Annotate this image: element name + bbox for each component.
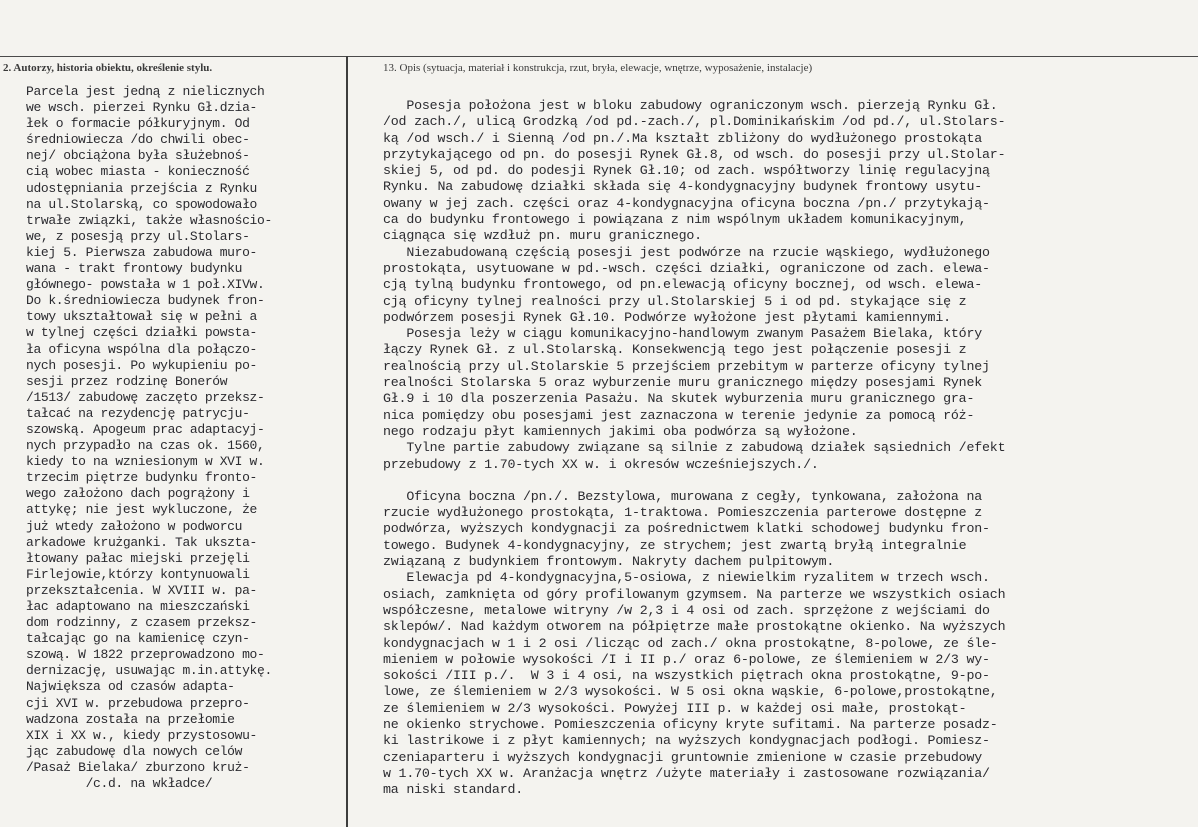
history-text-line: cji XVI w. przebudowa przepro- [26,695,250,711]
history-text-line: nych przypadło na czas ok. 1560, [26,438,265,454]
description-text-line: /od zach./, ulicą Grodzką /od pd.-zach./, pl.Dominikańskim /od pd./, ul.Stolars- [383,114,1006,130]
history-text-line: trwałe związki, także własnościo- [26,212,272,228]
history-text-line: nej/ obciążona była służebnoś- [26,148,250,164]
history-text-line: łek o formacie półkuryjnym. Od [26,116,250,132]
description-text-line: ciągnąca się wzdłuż pn. muru granicznego. [383,228,702,244]
description-text-line: przebudowy z 1.70-tych XX w. i okresów wcześniejszych./. [383,456,819,472]
description-text-line: cją oficyny tylnej realności przy ul.Stolarskiej 5 i od pd. stykające się z [383,293,967,309]
history-text-line: /c.d. na wkładce/ [26,776,213,792]
description-text-line: towego. Budynek 4-kondygnacyjny, ze strychem; jest zwartą bryłą integralnie [383,537,967,553]
history-heading: 2. Autorzy, historia obiektu, określenie stylu. [3,62,213,74]
history-text-line: tałcać na rezydencję patrycju- [26,405,250,421]
history-text-line: łac adaptowano na mieszczański [26,599,250,614]
description-text-line: Niezabudowaną częścią posesji jest podwórze na rzucie wąskiego, wydłużonego [383,244,990,260]
description-text-line: mieniem w połowie wysokości /I i II p./ oraz 6-polowe, ze ślemieniem w 2/3 wy- [383,651,990,667]
history-text-line: w tylnej części działki powsta- [26,325,257,341]
history-column [26,84,356,792]
description-text-line: realnością przy ul.Stolarskie 5 przejściem przebitym w parterze oficyny tylnej [383,358,990,374]
history-text-line: wana - trakt frontowy budynku [26,261,243,277]
history-text-line: udostępniania przejścia z Rynku [26,180,257,196]
description-text-line: sokości /III p./. W 3 i 4 osi, na wszystkich piętrach okna prostokątne, 9-po- [383,668,990,684]
history-text-line: tałcając go na kamienicę czyn- [26,631,250,647]
description-text-line: cją tylną budynku frontowego, od pn.elewacją oficyny bocznej, od wsch. elewa- [383,277,983,293]
description-text-line: Posesja leży w ciągu komunikacyjno-handlowym zwanym Pasażem Bielaka, który [383,326,983,342]
history-text-line: kiej 5. Pierwsza zabudowa muro- [26,244,257,260]
description-text-line: skiej 5, od pd. do podesji Rynek Gł.10; od zach. współtworzy linię regulacyjną [383,163,990,179]
description-text-line: nego rodzaju płyt kamiennych jakimi oba podwórza są wyłożone. [383,423,858,439]
history-text-line: przekształcenia. W XVIII w. pa- [26,582,257,598]
history-text-line: Firlejowie,którzy kontynuowali [26,566,250,582]
history-text-line: jąc zabudowę dla nowych celów [26,743,243,759]
description-text-line: przytykającego od pn. do posesji Rynek Gł.8, od wsch. do posesji przy ul.Stolar- [383,146,1006,162]
description-text-line: Gł.9 i 10 dla poszerzenia Pasażu. Na skutek wyburzenia muru granicznego gra- [383,391,975,407]
history-text-line: arkadowe krużganki. Tak ukszta- [26,534,257,550]
description-text-line: Tylne partie zabudowy związane są silnie z zabudową działek sąsiednich /efekt [383,440,1006,456]
history-text-line: trzecim piętrze budynku fronto- [26,470,257,486]
description-text-line: prostokąta, usytuowane w pd.-wsch. części działki, ograniczone od zach. elewa- [383,260,990,276]
description-text-line: współczesne, metalowe witryny /w 2,3 i 4 osi od zach. sprzężone z wejściami do [383,602,990,618]
history-text-line: kiedy to na wzniesionym w XVI w. [26,454,265,470]
description-text-line: rzucie wydłużonego prostokąta, 1-traktowa. Pomieszczenia parterowe dostępne z [383,505,983,521]
history-text-line: Największa od czasów adapta- [26,679,235,695]
history-text-line: we wsch. pierzei Rynku Gł.dzia- [26,100,257,116]
description-text-line: związaną z budynkiem frontowym. Nakryty dachem pulpitowym. [383,554,835,570]
history-text-line: głównego- powstała w 1 poł.XIVw. [26,277,265,293]
history-text-line: /Pasaż Bielaka/ zburzono kruż- [26,759,250,775]
history-text-line: dernizację, usuwając m.in.attykę. [26,663,272,679]
description-text-line: ca do budynku frontowego i powiązana z nim wspólnym układem komunikacyjnym, [383,212,967,228]
history-text-line: średniowiecza /do chwili obec- [26,132,250,148]
history-text-line: XIX i XX w., kiedy przystosowu- [26,727,257,743]
description-text-line: lowe, ze ślemieniem w 2/3 wysokości. W 5 osi okna wąskie, 6-polowe,prostokątne, [383,684,998,700]
history-text-line: nych posesji. Po wykupieniu po- [26,357,257,373]
description-text-line: łączy Rynek Gł. z ul.Stolarską. Konsekwencją tego jest połączenie posesji z [383,342,967,358]
history-text-line: szową. W 1822 przeprowadzono mo- [26,647,265,663]
description-text-line: kondygnacjach w 1 i 2 osi /licząc od zach./ okna prostokątne, 8-polowe, ze śle- [383,635,998,651]
description-text-line: ne okienko strychowe. Pomieszczenia oficyny kryte sufitami. Na parterze posadz- [383,716,998,732]
description-text-line: podwórza, wyższych kondygnacji za pośrednictwem klatki schodowej budynku fron- [383,521,990,537]
history-text-line: we, z posesją przy ul.Stolars- [26,228,250,244]
description-heading: 13. Opis (sytuacja, materiał i konstrukcja, rzut, bryła, elewacje, wnętrze, wyposażenie, instalacje) [383,62,813,74]
description-text-line: ze ślemieniem w 2/3 wysokości. Powyżej III p. w każdej osi małe, prostokąt- [383,700,967,716]
description-text-line: czeniaparteru i wyższych kondygnacji gruntownie zmienione w czasie przebudowy [383,749,983,765]
history-text-line: już wtedy założono w podworcu [26,518,243,534]
history-text-line: szowską. Apogeum prac adaptacyj- [26,421,265,437]
description-text-line: nica pomiędzy obu posesjami jest zaznaczona w terenie jedynie za pomocą róż- [383,407,975,423]
description-text-line: Rynku. Na zabudowę działki składa się 4-kondygnacyjny budynek frontowy usytu- [383,179,983,195]
description-text-line: podwórzem posesji Rynek Gł.10. Podwórze wyłożone jest płytami kamiennymi. [383,309,951,325]
history-text-line: Parcela jest jedną z nielicznych [26,84,265,99]
history-text-line: towy ukształtował się w pełni a [26,309,257,325]
description-text-line: Posesja położona jest w bloku zabudowy ograniczonym wsch. pierzeją Rynku Gł. [383,98,998,113]
history-text-line: Do k.średniowiecza budynek fron- [26,293,265,309]
history-text-line: cią wobec miasta - konieczność [26,164,250,180]
history-text-line: ła oficyna wspólna dla połączo- [26,341,257,357]
description-text-line: ki lastrikowe i z płyt kamiennych; na wyższych kondygnacjach podłogi. Pomiesz- [383,733,990,749]
history-text-line: /1513/ zabudowę zaczęto przeksz- [26,389,265,405]
history-text-line: łtowany pałac miejski przejęli [26,550,250,566]
description-column [383,98,1195,798]
description-text-line: Elewacja pd 4-kondygnacyjna,5-osiowa, z niewielkim ryzalitem w trzech wsch. [383,570,990,586]
history-text-line: wadzona została na przełomie [26,711,235,727]
paragraph-gap [383,473,1195,489]
description-text-line: owany w jej zach. części oraz 4-kondygnacyjna oficyna boczna /pn./ przytykają- [383,195,990,211]
description-text-line: realności Stolarska 5 oraz wyburzenie muru granicznego między posesjami Rynek [383,375,983,391]
history-text-line: wego założono dach pogrążony i [26,486,250,502]
description-text-line: ma niski standard. [383,782,524,798]
top-rule [0,56,1198,57]
description-text-line: osiach, zamknięta od góry profilowanym gzymsem. Na parterze we wszystkich osiach [383,586,1006,602]
history-text-line: attykę; nie jest wykluczone, że [26,502,257,518]
description-text-line: ką /od wsch./ i Sienną /od pn./.Ma kształt zbliżony do wydłużonego prostokąta [383,130,983,146]
description-text-line: w 1.70-tych XX w. Aranżacja wnętrz /użyte materiały i zastosowane rozwiązania/ [383,765,990,781]
description-text-line: sklepów/. Nad każdym otworem na półpiętrze małe prostokątne okienko. Na wyższych [383,619,1006,635]
history-text-line: na ul.Stolarską, co spowodowało [26,196,257,212]
history-text-line: dom rodzinny, z czasem przeksz- [26,615,257,631]
description-text-line: Oficyna boczna /pn./. Bezstylowa, murowana z cegły, tynkowana, założona na [383,488,983,504]
history-text-line: sesji przez rodzinę Bonerów [26,373,228,389]
